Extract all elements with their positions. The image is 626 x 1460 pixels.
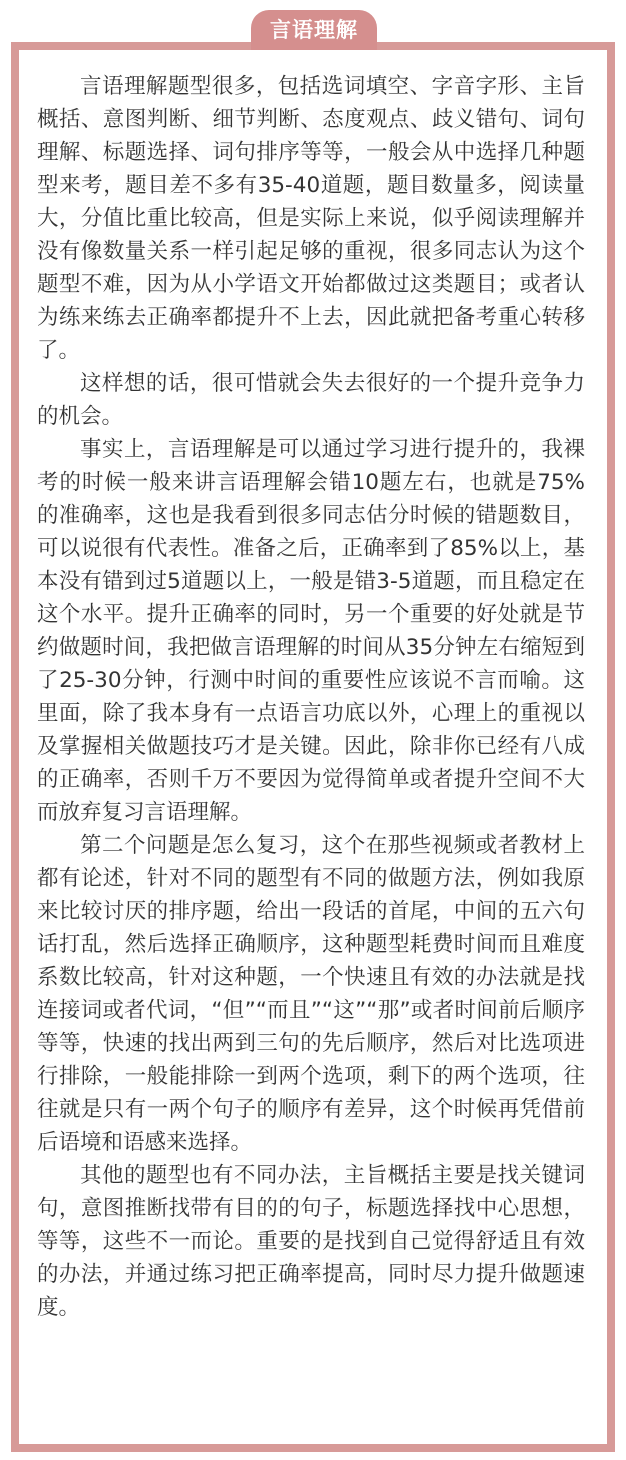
- section-title: 言语理解: [270, 18, 358, 42]
- section-title-tab: [251, 10, 377, 50]
- paragraph-1: 言语理解题型很多，包括选词填空、字音字形、主旨概括、意图判断、细节判断、态度观点、歧义错句、词句理解、标题选择、词句排序等等，一般会从中选择几种题型来考，题目差不多有35-40道题，题目数量多，阅读量大，分值比重比较高，但是实际上来说，似乎阅读理解并没有像数量关系一样引起足够的重视，很多同志认为这个题型不难，因为从小学语文开始都做过这类题目；或者认为练来练去正确率都提升不上去，因此就把备考重心转移了。: [37, 74, 585, 363]
- paragraph-4: 第二个问题是怎么复习，这个在那些视频或者教材上都有论述，针对不同的题型有不同的做题方法，例如我原来比较讨厌的排序题，给出一段话的首尾，中间的五六句话打乱，然后选择正确顺序，这种题型耗费时间而且难度系数比较高，针对这种题，一个快速且有效的办法就是找连接词或者代词，“但”“而且”“这”“那”或者时间前后顺序等等，快速的找出两到三句的先后顺序，然后对比选项进行排除，一般能排除一到两个选项，剩下的两个选项，往往就是只有一两个句子的顺序有差异，这个时候再凭借前后语境和语感来选择。: [37, 833, 585, 1155]
- paragraph-5: 其他的题型也有不同办法，主旨概括主要是找关键词句，意图推断找带有目的的句子，标题选择找中心思想，等等，这些不一而论。重要的是找到自己觉得舒适且有效的办法，并通过练习把正确率提高，同时尽力提升做题速度。: [37, 1163, 585, 1320]
- paragraph-2: 这样想的话，很可惜就会失去很好的一个提升竞争力的机会。: [37, 371, 585, 429]
- article-body: [37, 70, 585, 1324]
- paragraph-3: 事实上，言语理解是可以通过学习进行提升的，我裸考的时候一般来讲言语理解会错10题左右，也就是75%的准确率，这也是我看到很多同志估分时候的错题数目，可以说很有代表性。准备之后，正确率到了85%以上，基本没有错到过5道题以上，一般是错3-5道题，而且稳定在这个水平。提升正确率的同时，另一个重要的好处就是节约做题时间，我把做言语理解的时间从35分钟左右缩短到了25-30分钟，行测中时间的重要性应该说不言而喻。这里面，除了我本身有一点语言功底以外，心理上的重视以及掌握相关做题技巧才是关键。因此，除非你已经有八成的正确率，否则千万不要因为觉得简单或者提升空间不大而放弃复习言语理解。: [37, 437, 585, 825]
